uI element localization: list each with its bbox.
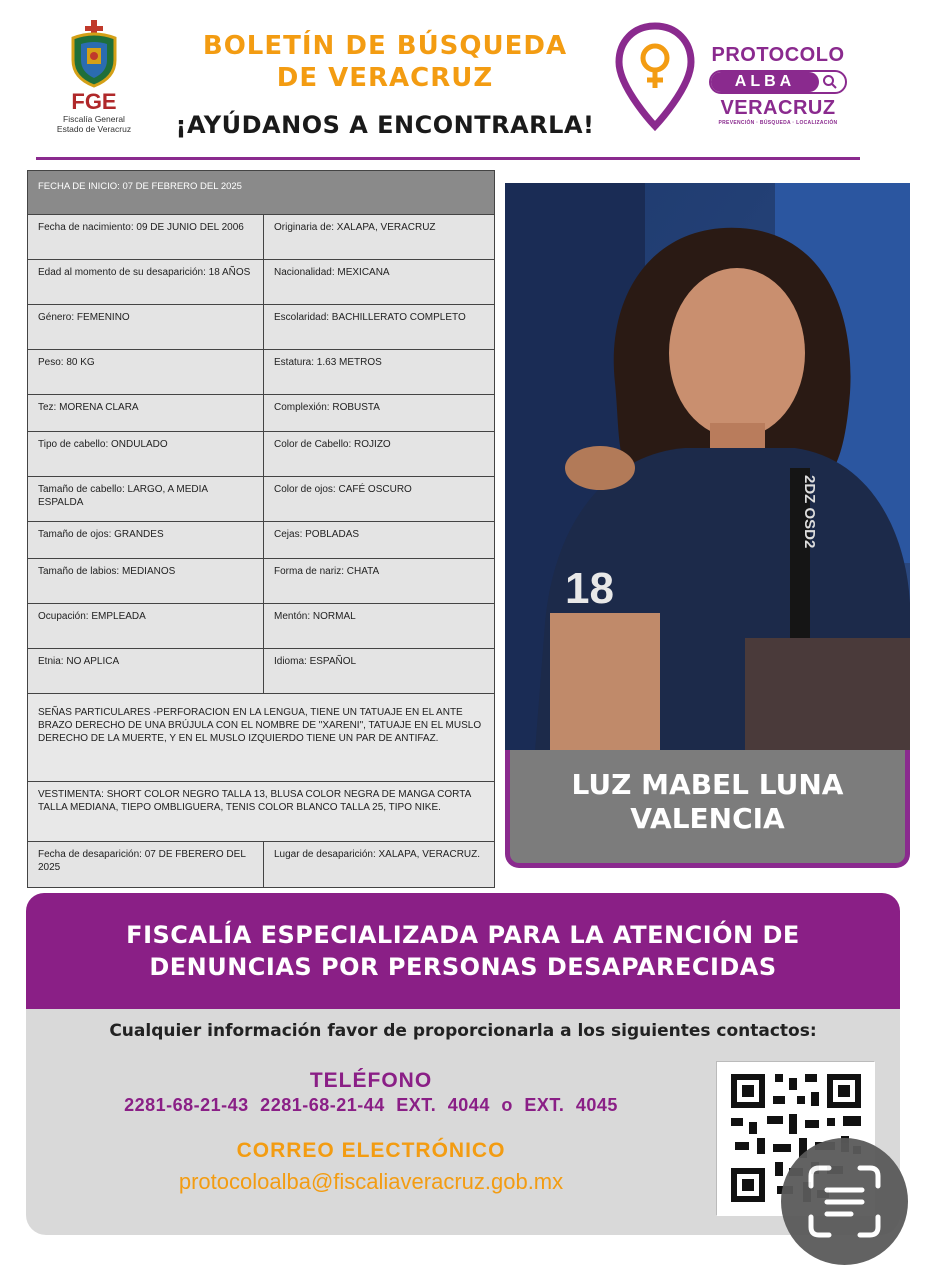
alba-protocolo: PROTOCOLO [711,44,845,66]
edad: Edad al momento de su desaparición: 18 AÑOS [28,260,264,305]
fge-acronym: FGE [71,89,117,114]
person-name-line-2: VALENCIA [630,802,785,835]
title-block [150,30,620,140]
header [0,0,926,165]
ocupacion: Ocupación: EMPLEADA [28,604,264,649]
protocolo-alba-logo [615,22,860,132]
fiscalia-banner [26,893,900,1009]
table-row [28,604,495,649]
location-pin-icon [615,22,695,132]
correo-label: CORREO ELECTRÓNICO [236,1139,506,1162]
genero: Género: FEMENINO [28,305,264,350]
lugar-desaparicion: Lugar de desaparición: XALAPA, VERACRUZ. [264,842,495,888]
nacionalidad: Nacionalidad: MEXICANA [264,260,495,305]
table-row [28,477,495,522]
scan-text-button[interactable] [781,1138,908,1265]
idioma: Idioma: ESPAÑOL [264,649,495,694]
title-line-2: DE VERACRUZ [276,63,494,93]
table-row [28,649,495,694]
table-row [28,432,495,477]
tez: Tez: MORENA CLARA [28,395,264,432]
table-row [28,171,495,215]
lanyard-text: 2DZ OSD2 [801,475,818,549]
tipo-cabello: Tipo de cabello: ONDULADO [28,432,264,477]
fecha-nacimiento: Fecha de nacimiento: 09 DE JUNIO DEL 2006 [28,215,264,260]
email-link[interactable]: protocoloalba@fiscaliaveracruz.gob.mx [178,1169,564,1194]
complexion: Complexión: ROBUSTA [264,395,495,432]
telefono-label: TELÉFONO [309,1069,433,1092]
peso: Peso: 80 KG [28,350,264,395]
subtitle: ¡AYÚDANOS A ENCONTRARLA! [175,111,595,139]
fge-line-1: Fiscalía General [63,114,125,124]
alba-word: ALBA [711,72,819,92]
fiscalia-line-2: DENUNCIAS POR PERSONAS DESAPARECIDAS [149,953,777,981]
vestimenta: VESTIMENTA: SHORT COLOR NEGRO TALLA 13, BLUSA COLOR NEGRA DE MANGA CORTA TALLA MEDIANA, TIEPO OMBLIGUERA, TENIS COLOR BLANCO TALLA 25, TIPO NIKE. [28,782,495,842]
header-divider [36,157,860,160]
tamano-ojos: Tamaño de ojos: GRANDES [28,522,264,559]
scan-text-icon [781,1138,908,1265]
estatura: Estatura: 1.63 METROS [264,350,495,395]
fiscalia-line-1: FISCALÍA ESPECIALIZADA PARA LA ATENCIÓN DE [126,921,800,949]
missing-person-photo [505,183,910,751]
color-ojos: Color de ojos: CAFÉ OSCURO [264,477,495,522]
person-name-line-1: LUZ MABEL LUNA [571,768,844,801]
fge-line-2: Estado de Veracruz [56,124,132,134]
info-table [27,170,495,888]
table-row [28,350,495,395]
table-row [28,260,495,305]
name-box [505,750,910,868]
table-row [28,522,495,559]
shirt-number: 18 [565,564,614,613]
forma-nariz: Forma de nariz: CHATA [264,559,495,604]
title-line-1: BOLETÍN DE BÚSQUEDA [202,31,568,61]
alba-pill [709,70,847,94]
alba-tagline: PREVENCIÓN · BÚSQUEDA · LOCALIZACIÓN [718,120,838,126]
tamano-labios: Tamaño de labios: MEDIANOS [28,559,264,604]
senas-particulares: SEÑAS PARTICULARES -PERFORACION EN LA LENGUA, TIENE UN TATUAJE EN EL ANTE BRAZO DERECHO DE UNA BRÚJULA CON EL NOMBRE DE "XARENI", TATUAJE EN EL MUSLO DERECHO DE LA MUERTE, Y EN EL MUSLO IZQUIERDO TIENE UN PAR DE ANTIFAZ. [28,694,495,782]
table-row [28,215,495,260]
search-icon [819,72,841,92]
cejas: Cejas: POBLADAS [264,522,495,559]
alba-veracruz: VERACRUZ [720,97,836,119]
contact-panel [26,1009,900,1235]
fecha-desaparicion: Fecha de desaparición: 07 DE FBERERO DEL 2025 [28,842,264,888]
contact-intro: Cualquier información favor de proporcionarla a los siguientes contactos: [109,1021,817,1041]
fge-logo [44,18,144,143]
alba-text [703,44,853,127]
table-row [28,395,495,432]
etnia: Etnia: NO APLICA [28,649,264,694]
table-row [28,782,495,842]
table-row [28,559,495,604]
tamano-cabello: Tamaño de cabello: LARGO, A MEDIA ESPALDA [28,477,264,522]
table-row [28,694,495,782]
escolaridad: Escolaridad: BACHILLERATO COMPLETO [264,305,495,350]
menton: Mentón: NORMAL [264,604,495,649]
coat-of-arms-icon [65,18,123,88]
telefono-numbers[interactable]: 2281-68-21-43 2281-68-21-44 EXT. 4044 o EXT. 4045 [124,1095,618,1115]
table-row [28,842,495,888]
fecha-inicio: FECHA DE INICIO: 07 DE FEBRERO DEL 2025 [28,171,495,215]
color-cabello: Color de Cabello: ROJIZO [264,432,495,477]
originaria: Originaria de: XALAPA, VERACRUZ [264,215,495,260]
table-row [28,305,495,350]
